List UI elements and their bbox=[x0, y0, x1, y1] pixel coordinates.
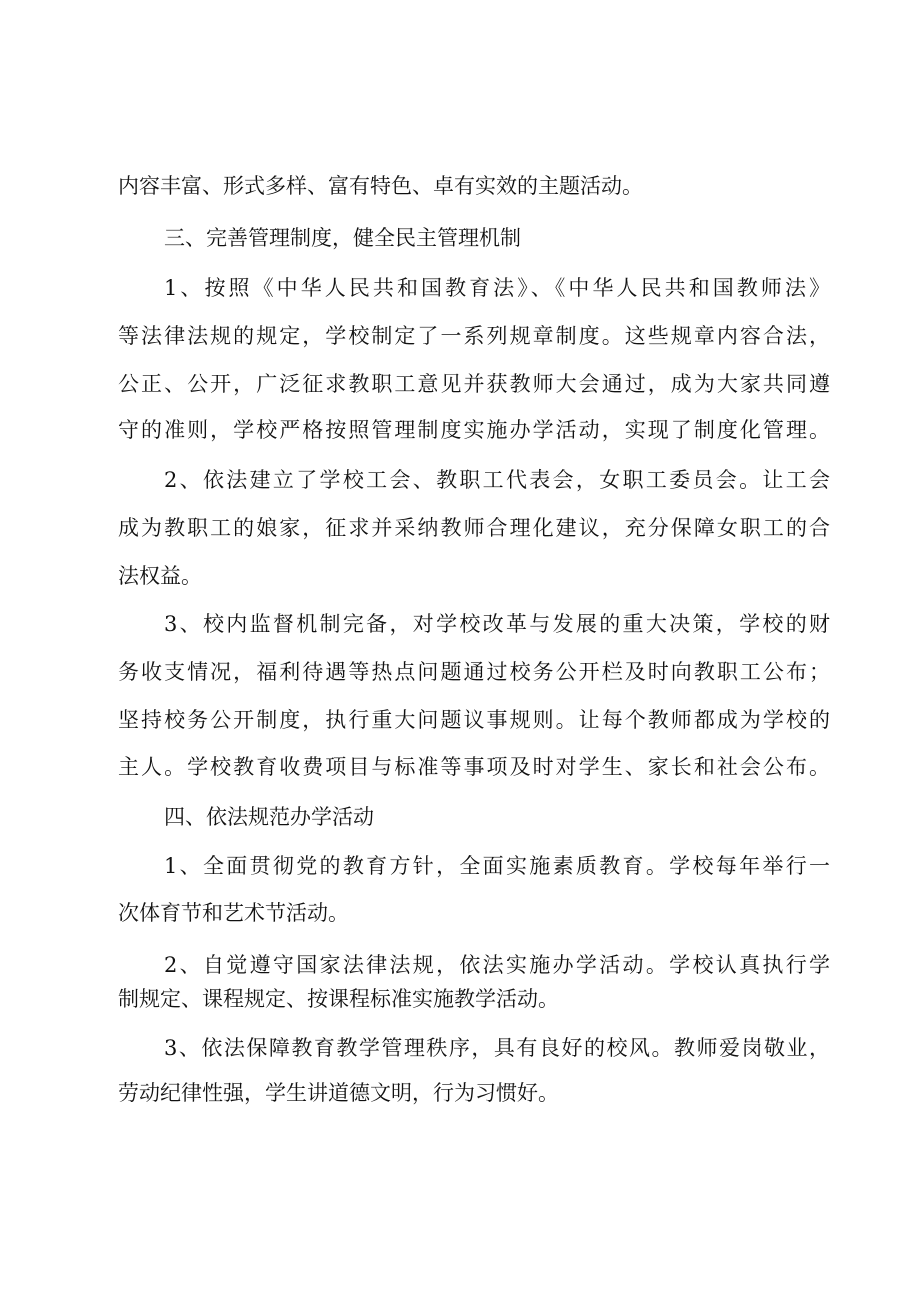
paragraph-line: 1、全面贯彻党的教育方针，全面实施素质教育。学校每年举行一 bbox=[164, 854, 830, 878]
paragraph-line: 2、依法建立了学校工会、教职工代表会，女职工委员会。让工会 bbox=[164, 468, 830, 492]
section-heading: 四、依法规范办学活动 bbox=[164, 805, 374, 829]
paragraph-line: 务收支情况，福利待遇等热点问题通过校务公开栏及时向教职工公布； bbox=[118, 660, 830, 684]
paragraph-line: 3、依法保障教育教学管理秩序，具有良好的校风。教师爱岗敬业， bbox=[164, 1036, 830, 1060]
paragraph-line: 制规定、课程规定、按课程标准实施教学活动。 bbox=[118, 987, 559, 1011]
paragraph-line: 3、校内监督机制完备，对学校改革与发展的重大决策，学校的财 bbox=[164, 612, 830, 636]
paragraph-line: 次体育节和艺术节活动。 bbox=[118, 901, 349, 925]
paragraph-line: 主人。学校教育收费项目与标准等事项及时对学生、家长和社会公布。 bbox=[118, 755, 830, 779]
paragraph-line: 等法律法规的规定，学校制定了一系列规章制度。这些规章内容合法， bbox=[118, 324, 830, 348]
paragraph-line: 公正、公开，广泛征求教职工意见并获教师大会通过，成为大家共同遵 bbox=[118, 372, 830, 396]
paragraph-line: 法权益。 bbox=[118, 564, 202, 588]
paragraph-line: 2、自觉遵守国家法律法规，依法实施办学活动。学校认真执行学 bbox=[164, 953, 830, 977]
paragraph-line: 坚持校务公开制度，执行重大问题议事规则。让每个教师都成为学校的 bbox=[118, 708, 830, 732]
paragraph-line: 劳动纪律性强，学生讲道德文明，行为习惯好。 bbox=[118, 1081, 559, 1105]
paragraph-line: 成为教职工的娘家，征求并采纳教师合理化建议，充分保障女职工的合 bbox=[118, 516, 830, 540]
paragraph-line: 1、按照《中华人民共和国教育法》、《中华人民共和国教师法》 bbox=[164, 276, 830, 300]
paragraph-line: 守的准则，学校严格按照管理制度实施办学活动，实现了制度化管理。 bbox=[118, 418, 830, 442]
paragraph-line: 内容丰富、形式多样、富有特色、卓有实效的主题活动。 bbox=[118, 174, 643, 198]
section-heading: 三、完善管理制度，健全民主管理机制 bbox=[164, 226, 521, 250]
